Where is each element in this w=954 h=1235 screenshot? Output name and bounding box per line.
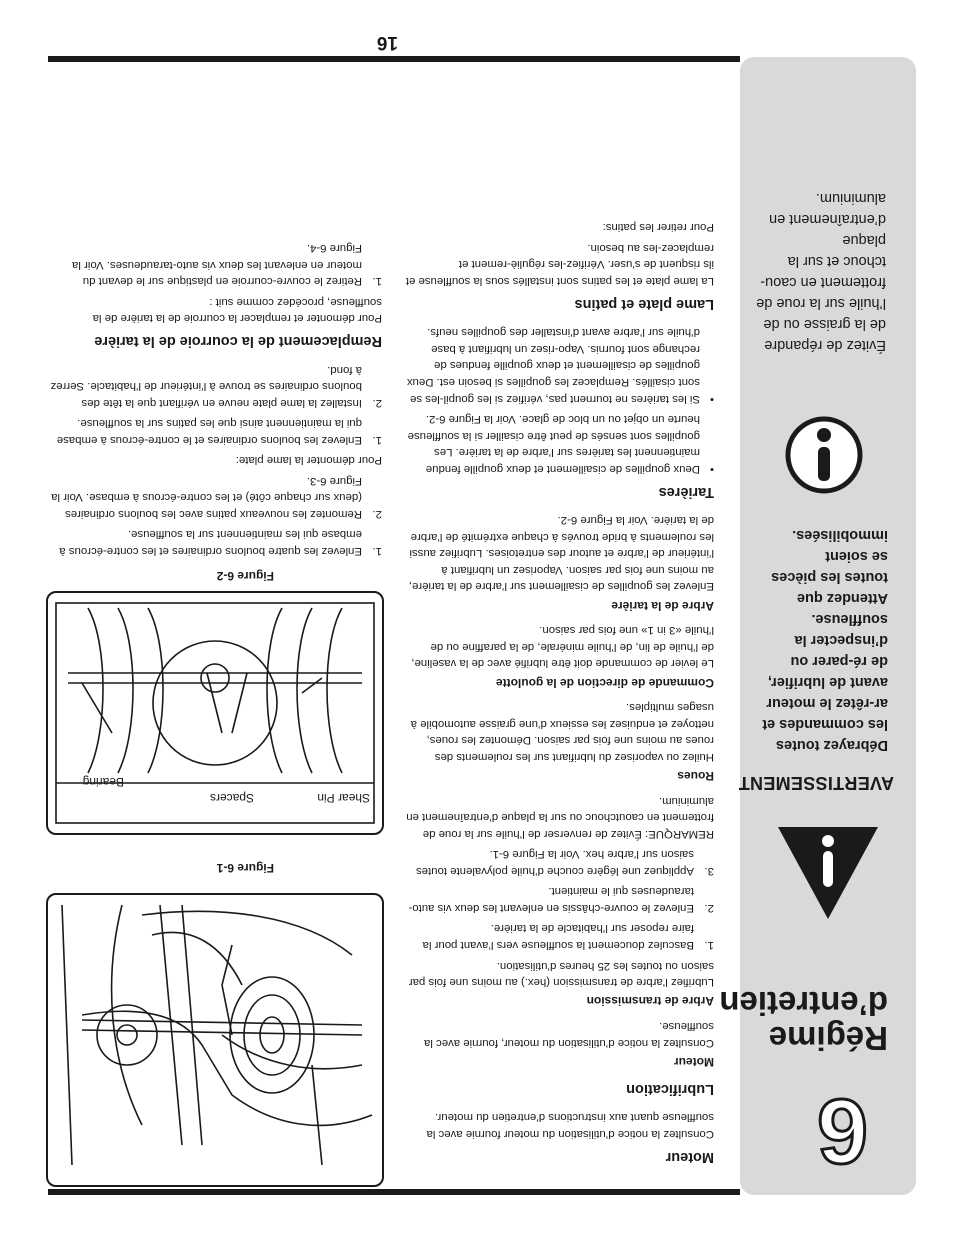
top-rule [48, 1189, 740, 1195]
moteur2-text: Consultez la notice d’utilisation du moteur, fournie avec la souffleuse. [424, 1019, 714, 1049]
goulotte-text: Le levier de commande doit être lubrifié avec de la vaseline, de l’huile de lin, de l’huile minérale, de la paraffine ou de l’huile «3 in 1» une fois par saison. [411, 624, 714, 670]
warning-text: Débrayez toutes les commandes et ar-rêtez le moteur avant de lubrifier, de ré-parer ou d’inspecter la souffleuse. Attendez que toutes les pièces se soient immobilisées. [762, 526, 888, 753]
lame-text-2: Pour retirer les patins: [602, 221, 714, 234]
figure-6-2 [46, 591, 384, 835]
bullet-item: • Si les tarières ne tournent pas, vérifiez si les goupil-les se sont cisaillés. Remplacez les goupilles si besoin est. Deux goupilles de cisaillement et deux goupille fendues de rechange sont fournis. Vapo-risez un lubrifiant à base d’huile sur l’arbre avant d’installer des goupilles neufs. [406, 326, 714, 405]
step-item: 3. Appliquez une légère couche d’huile polyvalente toutes saison sur l’arbre hex. Voir la Figure 6-1. [415, 848, 714, 877]
remarque-note: REMARQUE: Évitez de renverser de l’huile sur la roue de frottement en caoutchouc ou sur la plaque d’entraînement en aluminium. [406, 794, 714, 840]
moteur-text: Consultez la notice d’utilisation du moteur fournie avec la souffleuse quant aux instructions d’entretien du moteur. [426, 1111, 714, 1140]
label-shear-pin: Shear Pin [317, 791, 370, 805]
warning-triangle-icon [774, 823, 882, 923]
chapter-title: Régime d’entretien [719, 985, 888, 1057]
chapter-sidebar [719, 57, 916, 1195]
middle-column [404, 215, 714, 1177]
step-item: 1. Enlevez les quatre boulons ordinaires et les contre-écrous à embase qui les maintiennent sur la souffleuse. [59, 528, 382, 557]
heading-lame-plate: Lame plate et patins [574, 295, 714, 312]
heading-moteur-2: Moteur [674, 1054, 714, 1069]
warning-title: AVERTISSEMENT [738, 773, 894, 793]
step-item: 1. Enlevez les boulons ordinaires et le contre-écrous à embase qui la maintiennent ainsi que les patins sur la souffleuse. [56, 417, 382, 446]
lame-intro: Pour démonter la lame plate: [235, 454, 382, 467]
bullet-item: • Deux goupilles de cisaillement et deux goupille fendue maintiennent les tarières sur l’arbre de la tarière. Les goupilles sont sensés de peut être cisailler si la souffleuse heurte un objet ou un bloc de glace. Voir la Figure 6-2. [407, 413, 714, 475]
heading-roues: Roues [677, 769, 714, 784]
bottom-rule [48, 56, 740, 62]
heading-courroie: Remplacement de la courroie de la tarière [94, 333, 382, 350]
figure-6-2-caption: Figure 6-2 [216, 569, 274, 583]
heading-moteur: Moteur [665, 1149, 714, 1165]
roues-text: Huilez ou vaporisez du lubrifiant sur les roulements des roues au moins une fois par saison. Démontez les roues, nettoyez et enduisez les essieux d’une graisse automobile à usages multiples. [410, 701, 714, 763]
page-number: 16 [376, 32, 398, 53]
step-item: 1. Basculez doucement la souffleuse vers l’avant pour la faire reposer sur l’habitacle de la tarière. [422, 922, 714, 951]
heading-arbre-tariere: Arbre de la tarière [611, 598, 714, 613]
arbre-tariere-text: Enlevez les goupilles de cisaillement sur l’arbre de la tarière, au moins une fois par saison. Vaporisez un lubrifiant à l’intérieur de l’arbre et autour des entretoises. Lubrifiez aussi les roulements à bride trouvés à chaque extrémité de l’arbre de la tarière. Voir la Figure 6-2. [408, 514, 714, 593]
figure-6-1 [46, 893, 384, 1187]
exclamation-circle-icon [784, 415, 864, 495]
step-item: 2. Enlevez le couvre-châssis en enlevant les deux vis auto-taraudeuses qui le maintient. [408, 885, 714, 914]
step-item: 1. Retirez le couvre-courroie en plastique sur le devant du moteur en enlevant les deux vis auto-taraudeuses. Voir la Figure 6-4. [72, 242, 382, 288]
right-column [50, 235, 382, 559]
step-item: 2. Remontez les nouveaux patins avec les boulons ordinaires (deux sur chaque côté) et les contre-écrous à embase. Voir la Figure 6-3. [51, 474, 382, 520]
heading-goulotte: Commande de direction de la goulotte [495, 675, 714, 690]
heading-lubrification: Lubrification [626, 1080, 714, 1097]
label-spacers: Spacers [209, 791, 254, 805]
auger-drive-illustration [48, 895, 382, 1185]
figure-6-1-caption: Figure 6-1 [216, 861, 274, 875]
lame-text: La lame plate et les patins sont installés sous la souffleuse et ils risquent de s’user. Vérifiez-les réguliè-rement et remplacez-les au besoin. [405, 241, 714, 287]
courroie-intro: Pour démonter et remplacer la courroie de la tarière de la souffleuse, procédez comme suit : [92, 295, 382, 325]
chapter-number: 6 [816, 1080, 868, 1182]
heading-arbre-transmission: Arbre de transmission [586, 994, 714, 1009]
heading-tarieres: Tarières [658, 483, 714, 500]
arbre-transmission-text: Lubrifiez l’arbre de transmission (hex.) au moins une fois par saison ou toutes les 25 heures d’utilisation. [408, 959, 714, 989]
step-item: 2. Installez la lame plate neuve en vérifiant que la tête des boulons ordinaires se trouve à l’intérieur de l’habitacle. Serrez à fond. [50, 363, 382, 409]
care-note: Évitez de répandre de la graisse ou de l’huile sur la roue de frottement en caou-tchouc et sur la plaque d’entraînement en aluminium. [756, 189, 886, 353]
label-bearing: Bearing [82, 775, 124, 789]
